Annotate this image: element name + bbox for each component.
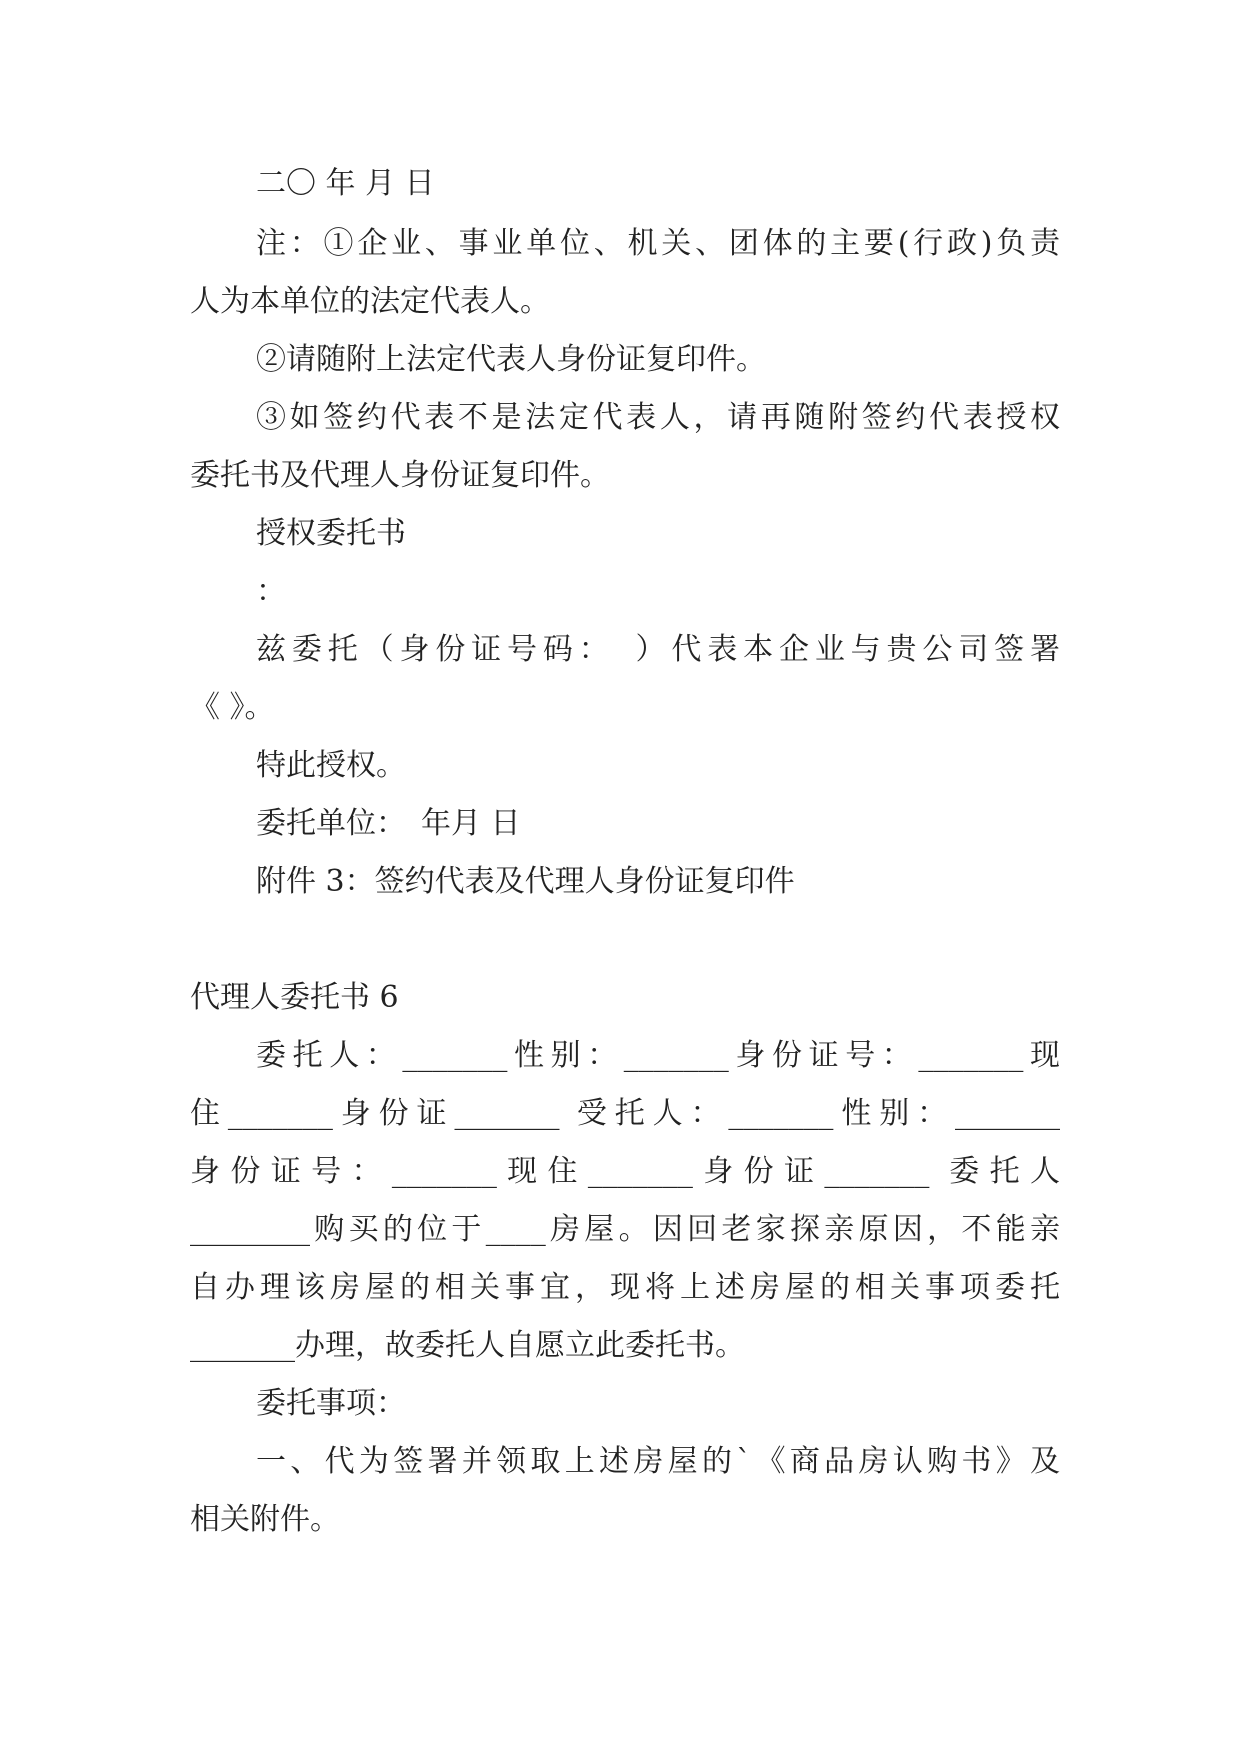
section-title: 代理人委托书 6	[190, 980, 399, 1015]
paragraph-1-line-6: _______办理，故委托人自愿立此委托书。	[190, 1328, 745, 1363]
entrusting-unit-date: 委托单位： 年月 日	[256, 806, 521, 841]
matter-1-line-2: 相关附件。	[190, 1502, 340, 1537]
matters-label: 委托事项：	[256, 1386, 406, 1421]
date-line: 二〇 年 月 日	[256, 166, 435, 201]
authorization-title: 授权委托书	[256, 516, 406, 551]
paragraph-1-line-4: ________购买的位于____房屋。因回老家探亲原因，不能亲	[190, 1212, 1060, 1247]
entrust-line-2: 《 》。	[190, 690, 275, 725]
note-3-line-1: ③如签约代表不是法定代表人，请再随附签约代表授权	[256, 400, 1060, 435]
special-authorization: 特此授权。	[256, 748, 406, 783]
matter-1-line-1: 一、代为签署并领取上述房屋的`《商品房认购书》及	[256, 1444, 1060, 1479]
paragraph-1-line-3: 身份证号：_______现住_______身份证_______ 委托人	[190, 1154, 1060, 1189]
addressee-colon: ：	[256, 574, 286, 609]
note-3-line-2: 委托书及代理人身份证复印件。	[190, 458, 610, 493]
attachment-line: 附件 3：签约代表及代理人身份证复印件	[256, 864, 795, 899]
note-1-line-1: 注：①企业、事业单位、机关、团体的主要(行政)负责	[256, 226, 1060, 261]
paragraph-1-line-5: 自办理该房屋的相关事宜，现将上述房屋的相关事项委托	[190, 1270, 1060, 1305]
paragraph-1-line-2: 住_______身份证_______ 受托人：_______性别：_______	[190, 1096, 1060, 1131]
note-1-line-2: 人为本单位的法定代表人。	[190, 284, 550, 319]
paragraph-1-line-1: 委托人：_______性别：_______身份证号：_______现	[256, 1038, 1060, 1073]
entrust-line-1: 兹委托（身份证号码： ）代表本企业与贵公司签署	[256, 632, 1060, 667]
note-2: ②请随附上法定代表人身份证复印件。	[256, 342, 766, 377]
